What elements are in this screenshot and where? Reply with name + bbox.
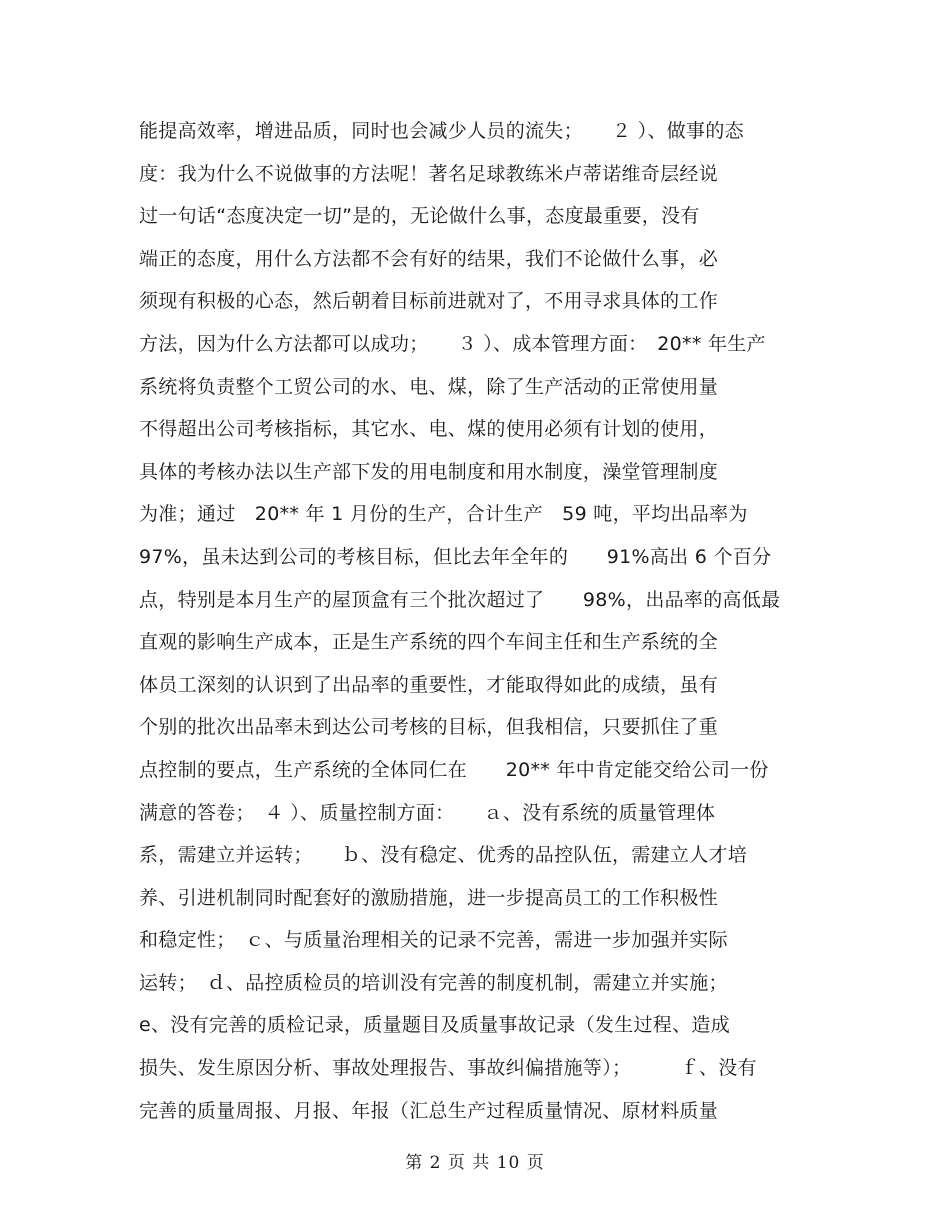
text-line: 方法，因为什么方法都可以成功； ３ ）、成本管理方面： 20** 年生产 [139,332,766,355]
text-line: 直观的影响生产成本，正是生产系统的四个车间主任和生产系统的全 [139,631,719,654]
text-line: 点，特别是本月生产的屋顶盒有三个批次超过了 98%，出品率的高低最 [139,588,781,611]
text-line: 具体的考核办法以生产部下发的用电制度和用水制度，澡堂管理制度 [139,460,719,483]
text-line: 和稳定性； ｃ、与质量治理相关的记录不完善，需进一步加强并实际 [139,929,728,952]
text-line: 完善的质量周报、月报、年报（汇总生产过程质量情况、原材料质量 [139,1099,719,1122]
body-text [139,110,819,1132]
text-line: 端正的态度，用什么方法都不会有好的结果，我们不论做什么事，必 [139,247,719,270]
text-line: 系统将负责整个工贸公司的水、电、煤，除了生产活动的正常使用量 [139,375,719,398]
text-line: 不得超出公司考核指标，其它水、电、煤的使用必须有计划的使用， [139,418,719,441]
text-line: 满意的答卷； ４ ）、质量控制方面： ａ、没有系统的质量管理体 [139,801,716,824]
text-line: 养、引进机制同时配套好的激励措施，进一步提高员工的工作积极性 [139,886,719,909]
text-line: 损失、发生原因分析、事故处理报告、事故纠偏措施等）； ｆ、没有 [139,1057,757,1080]
text-line: 系，需建立并运转； ｂ、没有稳定、优秀的品控队伍，需建立人才培 [139,844,748,867]
text-line: e、没有完善的质检记录，质量题目及质量事故记录（发生过程、造成 [139,1014,730,1037]
text-line: 过一句话“态度决定一切”是的，无论做什么事，态度最重要，没有 [139,205,700,228]
text-line: 体员工深刻的认识到了出品率的重要性，才能取得如此的成绩，虽有 [139,673,719,696]
text-line: 点控制的要点，生产系统的全体同仁在 20** 年中肯定能交给公司一份 [139,758,769,781]
text-line: 为准；通过 20** 年 1 月份的生产，合计生产 59 吨，平均出品率为 [139,503,748,526]
text-line: 97%，虽未达到公司的考核目标，但比去年全年的 91%高出 6 个百分 [139,545,772,568]
text-line: 运转； ｄ、品控质检员的培训没有完善的制度机制，需建立并实施； [139,971,728,994]
text-line: 须现有积极的心态，然后朝着目标前进就对了，不用寻求具体的工作 [139,290,719,313]
text-line: 个别的批次出品率未到达公司考核的目标，但我相信，只要抓住了重 [139,716,719,739]
text-line: 度：我为什么不说做事的方法呢！著名足球教练米卢蒂诺维奇层经说 [139,162,719,185]
text-line: 能提高效率，增进品质，同时也会减少人员的流失； ２ ）、做事的态 [139,120,744,142]
page-number-footer: 第 2 页 共 10 页 [405,1153,545,1173]
